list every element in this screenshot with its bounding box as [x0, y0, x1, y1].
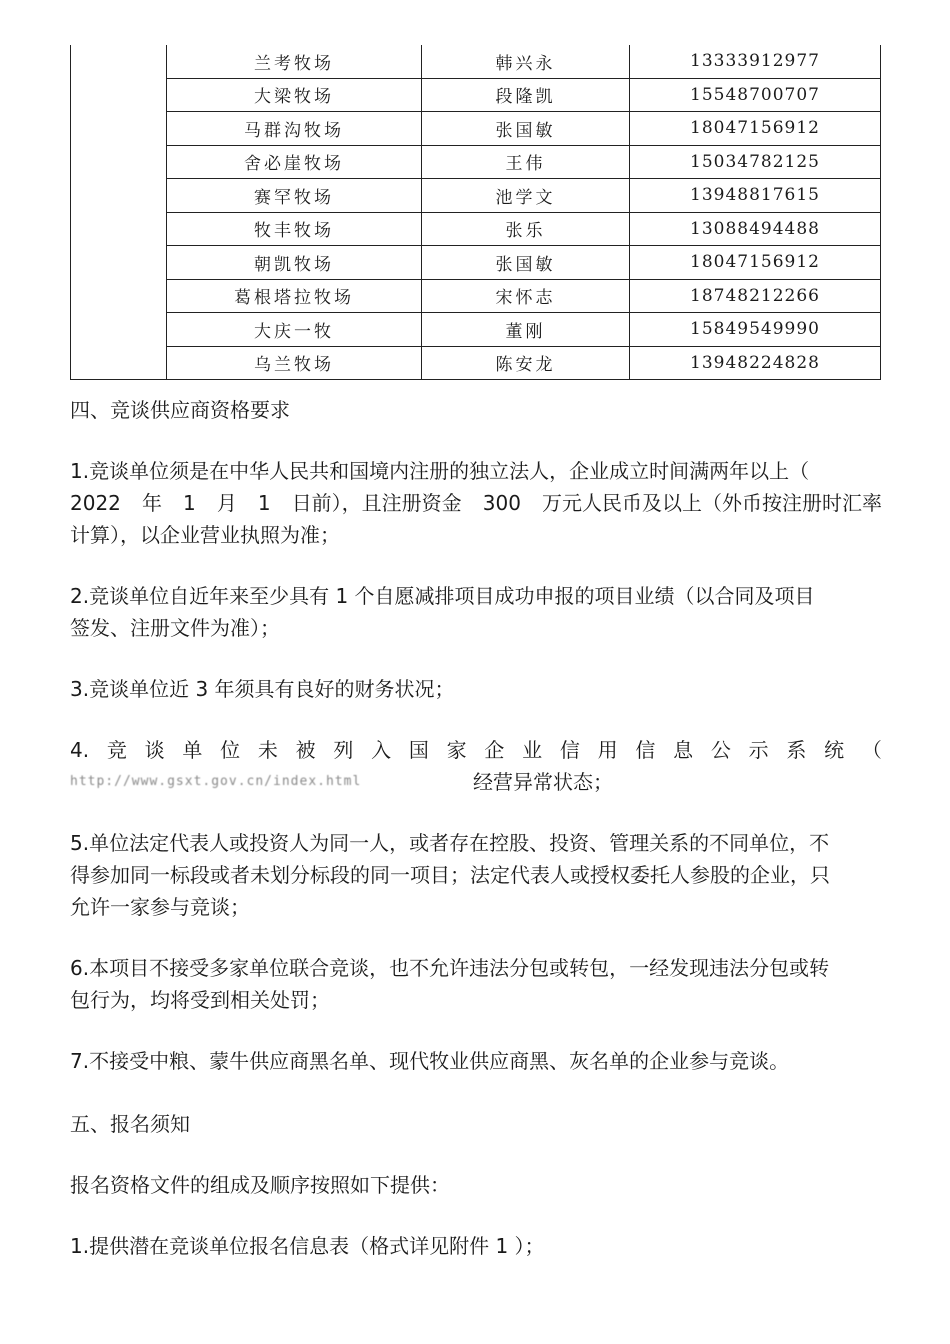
item4-char: 谈 — [144, 738, 165, 762]
item4-char: 信 — [559, 738, 580, 762]
item4-char: 被 — [295, 738, 316, 762]
item1-line3: 计算），以企业营业执照为准； — [70, 523, 340, 547]
phone-cell: 13948817615 — [630, 179, 881, 213]
item1-line2-part: 1 — [183, 491, 196, 515]
phone-cell: 13948224828 — [630, 346, 881, 380]
item1-line2-part: 年 — [141, 491, 162, 515]
contact-person-cell: 张国敏 — [422, 246, 630, 280]
section5-heading: 五、报名须知 — [70, 1112, 190, 1136]
item2-line2: 签发、注册文件为准）； — [70, 616, 280, 640]
farm-name-cell: 舍必崖牧场 — [167, 145, 422, 179]
item1-line2-part: 2022 — [70, 491, 121, 515]
table-row — [71, 279, 881, 313]
table-row — [71, 45, 881, 78]
item4-char: （ — [861, 738, 882, 762]
farm-name-cell: 马群沟牧场 — [167, 112, 422, 146]
farm-name-cell: 大庆一牧 — [167, 313, 422, 347]
table-row — [71, 145, 881, 179]
contact-table-body — [71, 45, 881, 380]
table-row — [71, 346, 881, 380]
contact-person-cell: 董刚 — [422, 313, 630, 347]
credit-system-url: http://www.gsxt.gov.cn/index.html — [70, 774, 362, 789]
item5-line2: 得参加同一标段或者未划分标段的同一项目；法定代表人或授权委托人参股的企业，只 — [70, 863, 830, 887]
table-row — [71, 78, 881, 112]
contact-person-cell: 宋怀志 — [422, 279, 630, 313]
item4-line2-end: 经营异常状态； — [473, 770, 613, 794]
contact-table — [70, 45, 881, 380]
item4-char: 企 — [484, 738, 505, 762]
farm-name-cell: 葛根塔拉牧场 — [167, 279, 422, 313]
farm-name-cell: 大梁牧场 — [167, 78, 422, 112]
farm-name-cell: 乌兰牧场 — [167, 346, 422, 380]
item4-char: 国 — [408, 738, 429, 762]
phone-cell: 15849549990 — [630, 313, 881, 347]
item1-line2-part: 300 — [482, 491, 521, 515]
contact-person-cell: 陈安龙 — [422, 346, 630, 380]
item4-char: 未 — [257, 738, 278, 762]
farm-name-cell: 赛罕牧场 — [167, 179, 422, 213]
contact-person-cell: 韩兴永 — [422, 45, 630, 78]
farm-name-cell: 朝凯牧场 — [167, 246, 422, 280]
item4-char: 业 — [522, 738, 543, 762]
item4-char: 入 — [371, 738, 392, 762]
item4-char: 统 — [824, 738, 845, 762]
contact-person-cell: 张乐 — [422, 212, 630, 246]
item6-line1: 6.本项目不接受多家单位联合竞谈，也不允许违法分包或转包，一经发现违法分包或转 — [70, 956, 830, 980]
section5-item1: 1.提供潜在竞谈单位报名信息表（格式详见附件 1 ）； — [70, 1234, 545, 1258]
table-row — [71, 212, 881, 246]
item4-char: 息 — [673, 738, 694, 762]
contact-person-cell: 池学文 — [422, 179, 630, 213]
contact-person-cell: 段隆凯 — [422, 78, 630, 112]
item6-line2: 包行为，均将受到相关处罚； — [70, 988, 330, 1012]
item1-line1: 1.竞谈单位须是在中华人民共和国境内注册的独立法人，企业成立时间满两年以上（ — [70, 459, 810, 483]
item4-char: 系 — [786, 738, 807, 762]
phone-cell: 13088494488 — [630, 212, 881, 246]
item4-char: 示 — [748, 738, 769, 762]
table-row — [71, 112, 881, 146]
item4-line1 — [70, 734, 882, 766]
item4-char: 用 — [597, 738, 618, 762]
item4-char: 公 — [710, 738, 731, 762]
contact-person-cell: 张国敏 — [422, 112, 630, 146]
item4-char: 位 — [220, 738, 241, 762]
item4-char: 家 — [446, 738, 467, 762]
item1-line2 — [70, 487, 882, 519]
item1-line2-part: 1 — [257, 491, 271, 515]
item4-char: 列 — [333, 738, 354, 762]
item4-char: 4. — [70, 738, 90, 762]
farm-name-cell: 牧丰牧场 — [167, 212, 422, 246]
phone-cell: 18047156912 — [630, 112, 881, 146]
section4-heading: 四、竞谈供应商资格要求 — [70, 398, 290, 422]
item2-line1: 2.竞谈单位自近年来至少具有 1 个自愿减排项目成功申报的项目业绩（以合同及项目 — [70, 584, 815, 608]
item5-line1: 5.单位法定代表人或投资人为同一人，或者存在控股、投资、管理关系的不同单位，不 — [70, 831, 830, 855]
item1-line2-part: 日前），且注册资金 — [291, 491, 462, 515]
phone-cell: 13333912977 — [630, 45, 881, 78]
item4-char: 单 — [182, 738, 203, 762]
item4-char: 竞 — [106, 738, 127, 762]
table-row — [71, 313, 881, 347]
section5-intro: 报名资格文件的组成及顺序按照如下提供： — [70, 1173, 450, 1197]
item7-text: 7.不接受中粮、蒙牛供应商黑名单、现代牧业供应商黑、灰名单的企业参与竞谈。 — [70, 1049, 790, 1073]
item1-line2-part: 月 — [216, 491, 237, 515]
table-row — [71, 179, 881, 213]
phone-cell: 15034782125 — [630, 145, 881, 179]
item1-line2-part: 万元人民币及以上（外币按注册时汇率 — [542, 491, 882, 515]
region-cell — [71, 45, 167, 380]
phone-cell: 15548700707 — [630, 78, 881, 112]
contact-person-cell: 王伟 — [422, 145, 630, 179]
item3-text: 3.竞谈单位近 3 年须具有良好的财务状况； — [70, 677, 455, 701]
table-row — [71, 246, 881, 280]
farm-name-cell: 兰考牧场 — [167, 45, 422, 78]
item4-char: 信 — [635, 738, 656, 762]
item5-line3: 允许一家参与竞谈； — [70, 895, 250, 919]
phone-cell: 18047156912 — [630, 246, 881, 280]
phone-cell: 18748212266 — [630, 279, 881, 313]
